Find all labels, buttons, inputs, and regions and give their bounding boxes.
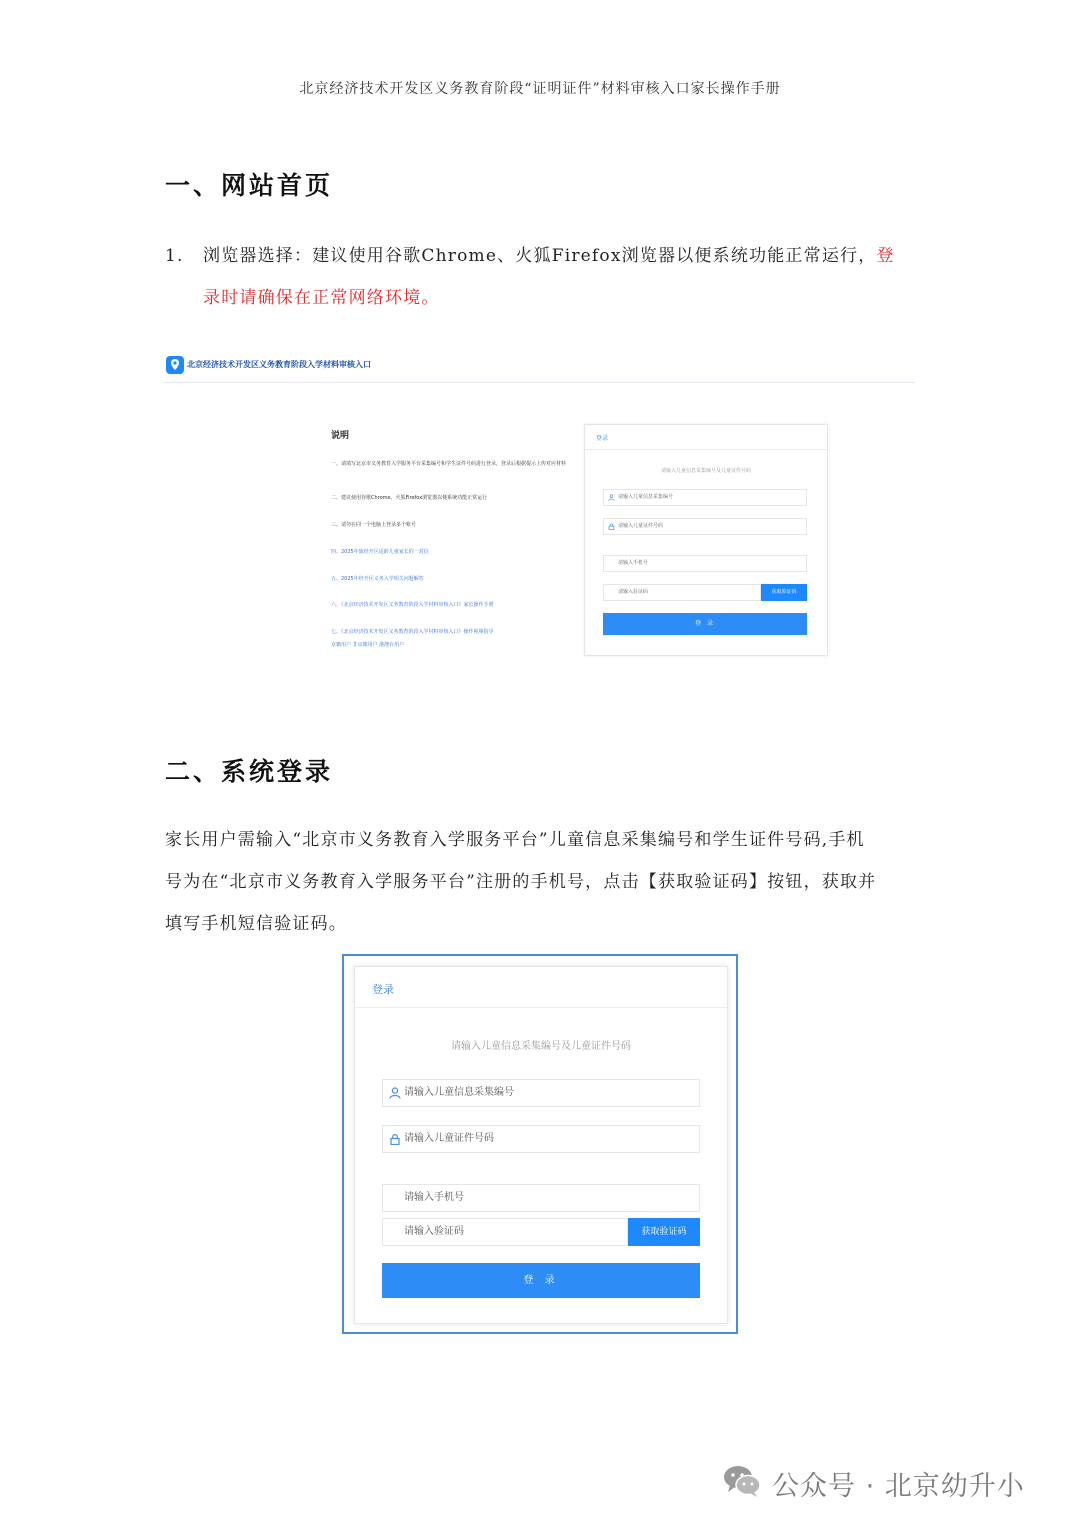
item-text: 浏览器选择：建议使用谷歌Chrome、火狐Firefox浏览器以便系统功能正常运行， bbox=[203, 246, 877, 266]
mini-phone-placeholder: 请输入手机号 bbox=[618, 560, 649, 566]
mini-id-placeholder: 请输入儿童证件号码 bbox=[618, 523, 664, 529]
verification-code-placeholder: 请输入验证码 bbox=[404, 1226, 464, 1237]
item-warning-rest: 录时请确保在正常网络环境。 bbox=[203, 288, 440, 308]
homepage-screenshot bbox=[163, 350, 915, 670]
wechat-logo-icon bbox=[722, 1463, 762, 1499]
section2-paragraph bbox=[165, 819, 915, 945]
note-link-video[interactable]: 七、《北京经济技术开发区义务教育阶段入学材料审核入口》操作视频指导 bbox=[331, 629, 494, 635]
login-hint: 请输入儿童信息采集编号及儿童证件号码 bbox=[451, 1041, 631, 1052]
mini-phone-input[interactable] bbox=[603, 555, 807, 572]
section1-item bbox=[165, 235, 915, 319]
note-link-letter[interactable]: 四、2025年致经开区适龄儿童家长的一封信 bbox=[331, 549, 429, 555]
mini-login-title: 登录 bbox=[596, 435, 609, 442]
lock-icon bbox=[608, 523, 615, 530]
collect-number-input[interactable] bbox=[382, 1079, 700, 1107]
user-icon bbox=[608, 494, 615, 501]
lock-icon bbox=[389, 1133, 401, 1145]
mini-login-hint: 请输入儿童信息采集编号及儿童证件号码 bbox=[660, 468, 751, 474]
watermark-text: 公众号 · 北京幼升小 bbox=[772, 1471, 1025, 1502]
collect-number-placeholder: 请输入儿童信息采集编号 bbox=[404, 1087, 514, 1098]
mini-id-number-input[interactable] bbox=[603, 518, 807, 535]
site-header-bar bbox=[163, 350, 915, 383]
note-link-user-types[interactable]: 京籍用户 非京籍用户 港澳台用户 bbox=[331, 642, 405, 648]
note-link-faq[interactable]: 五、2025年经开区义务入学相关问题解答 bbox=[331, 576, 424, 582]
mini-login-card bbox=[584, 424, 828, 656]
notes-title: 说明 bbox=[331, 431, 350, 441]
mini-login-button[interactable]: 登 录 bbox=[603, 613, 807, 635]
login-screenshot-frame bbox=[342, 954, 738, 1334]
running-header: 北京经济技术开发区义务教育阶段“证明证件”材料审核入口家长操作手册 bbox=[299, 81, 781, 97]
mini-login-header bbox=[585, 425, 827, 450]
login-title: 登录 bbox=[372, 983, 394, 996]
mini-code-placeholder: 请输入验证码 bbox=[618, 589, 649, 595]
mini-get-code-button[interactable]: 获取验证码 bbox=[761, 584, 807, 601]
note-item: 二、建议使用谷歌Chrome、火狐Firefox浏览器以便系统功能正常运行 bbox=[331, 495, 488, 501]
section-heading-login: 二、系统登录 bbox=[165, 757, 334, 786]
note-item: 一、请填写北京市义务教育入学服务平台采集编号和学生证件号码进行登录，登录后根据提示上传对应材料 bbox=[331, 461, 567, 467]
phone-input[interactable] bbox=[382, 1184, 700, 1212]
get-code-button[interactable]: 获取验证码 bbox=[628, 1218, 700, 1246]
mini-collect-placeholder: 请输入儿童信息采集编号 bbox=[618, 494, 674, 500]
note-item: 三、请勿在同一个电脑上登录多个账号 bbox=[331, 522, 417, 528]
note-link-manual[interactable]: 六、《北京经济技术开发区义务教育阶段入学材料审核入口》家长操作手册 bbox=[331, 602, 494, 608]
user-icon bbox=[389, 1087, 401, 1099]
login-card-header bbox=[355, 967, 727, 1008]
item-number: 1. bbox=[165, 246, 184, 266]
paragraph-line: 填写手机短信验证码。 bbox=[165, 914, 347, 934]
item-warning-start: 登 bbox=[876, 246, 895, 266]
verification-code-input[interactable] bbox=[382, 1218, 628, 1246]
location-pin-logo-icon bbox=[166, 355, 184, 375]
mini-collect-number-input[interactable] bbox=[603, 489, 807, 506]
child-id-input[interactable] bbox=[382, 1125, 700, 1153]
phone-placeholder: 请输入手机号 bbox=[404, 1192, 464, 1203]
child-id-placeholder: 请输入儿童证件号码 bbox=[404, 1133, 494, 1144]
mini-code-input[interactable] bbox=[603, 584, 761, 601]
site-title[interactable]: 北京经济技术开发区义务教育阶段入学材料审核入口 bbox=[187, 360, 371, 369]
paragraph-line: 号为在“北京市义务教育入学服务平台”注册的手机号，点击【获取验证码】按钮，获取并 bbox=[165, 872, 877, 892]
paragraph-line: 家长用户需输入“北京市义务教育入学服务平台”儿童信息采集编号和学生证件号码,手机 bbox=[165, 830, 865, 850]
notes-panel bbox=[331, 428, 581, 648]
section-heading-homepage: 一、网站首页 bbox=[165, 171, 334, 200]
login-button[interactable]: 登 录 bbox=[382, 1263, 700, 1298]
login-card bbox=[354, 966, 728, 1324]
